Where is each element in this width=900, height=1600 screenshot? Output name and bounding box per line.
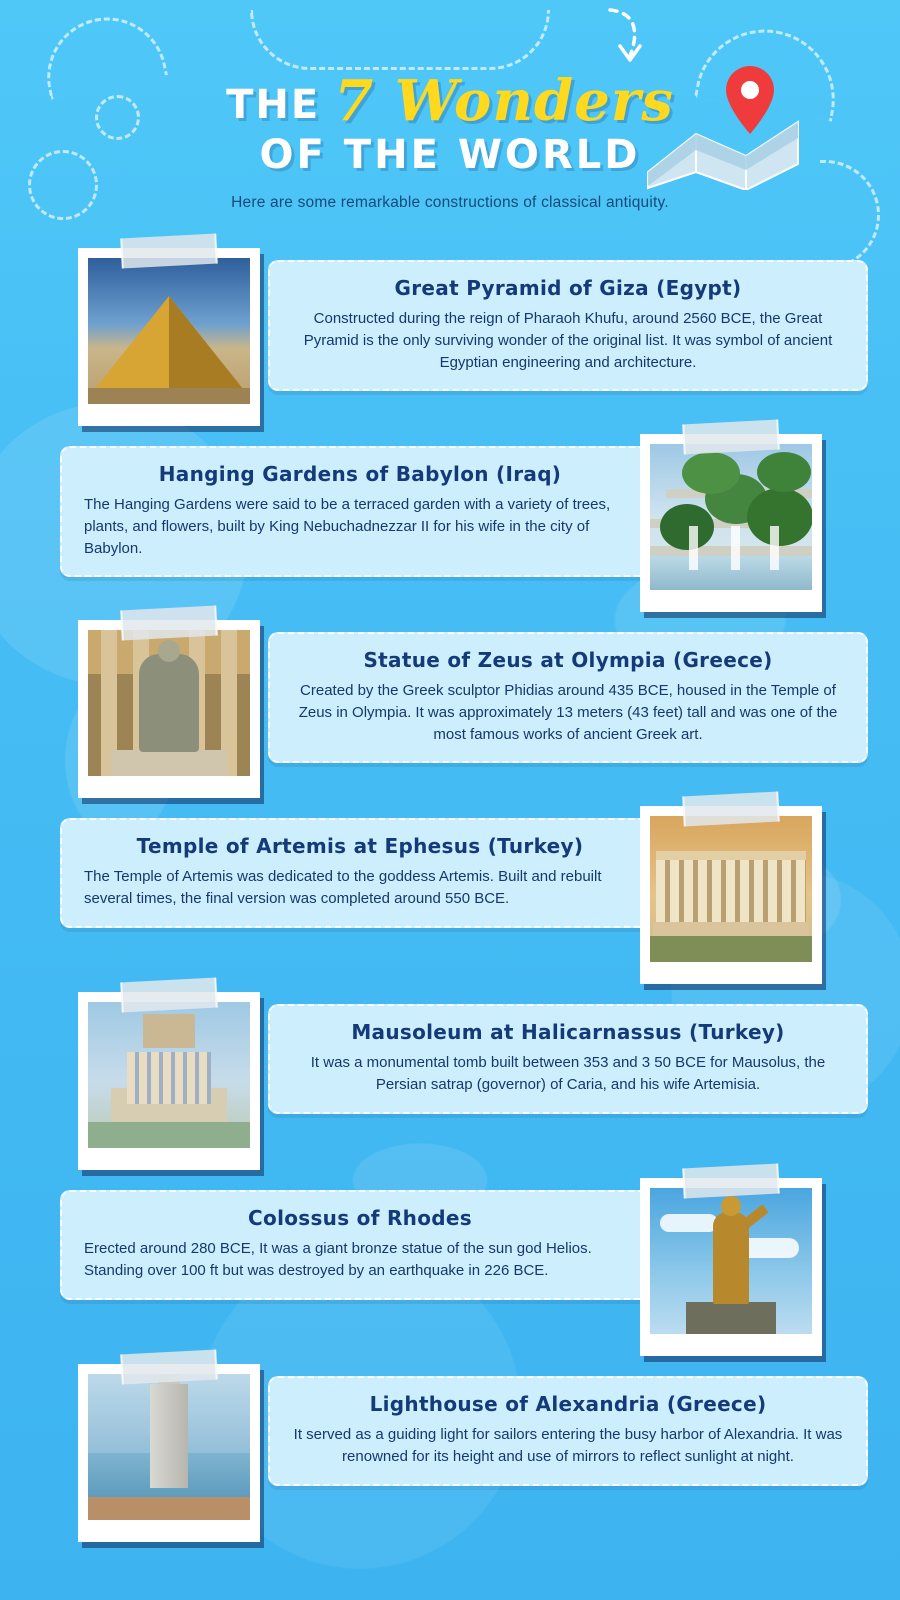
tape-strip bbox=[682, 420, 779, 455]
wonder-description: It served as a guiding light for sailors entering the busy harbor of Alexandria. It was renowned for its height and use of mirrors to reflect sunlight at night. bbox=[293, 1426, 843, 1465]
wonder-description: Constructed during the reign of Pharaoh Khufu, around 2560 BCE, the Great Pyramid is the only surviving wonder of the original list. It was symbol of ancient Egyptian engineering and architecture. bbox=[303, 310, 833, 371]
wonder-card bbox=[60, 446, 660, 577]
photo-lighthouse-of-alexandria bbox=[78, 1364, 260, 1542]
wonder-card bbox=[60, 1190, 660, 1300]
wonder-description: Erected around 280 BCE, It was a giant bronze statue of the sun god Helios. Standing over 100 ft but was destroyed by an earthquake in 226 BCE. bbox=[84, 1240, 592, 1279]
list-item bbox=[0, 992, 900, 1178]
page-subtitle: Here are some remarkable constructions of classical antiquity. bbox=[231, 194, 669, 211]
photo-great-pyramid-of-giza bbox=[78, 248, 260, 426]
list-item bbox=[0, 620, 900, 806]
list-item bbox=[0, 1178, 900, 1364]
wonder-description: The Temple of Artemis was dedicated to the goddess Artemis. Built and rebuilt several times, the final version was completed around 550 BCE. bbox=[84, 868, 602, 907]
wonders-list bbox=[0, 248, 900, 1550]
wonder-title: Mausoleum at Halicarnassus (Turkey) bbox=[351, 1020, 785, 1044]
wonder-title: Lighthouse of Alexandria (Greece) bbox=[369, 1392, 767, 1416]
wonder-title: Statue of Zeus at Olympia (Greece) bbox=[363, 648, 773, 672]
tape-strip bbox=[120, 606, 217, 641]
photo-hanging-gardens-of-babylon bbox=[640, 434, 822, 612]
wonder-title: Hanging Gardens of Babylon (Iraq) bbox=[158, 462, 562, 486]
tape-strip bbox=[120, 978, 217, 1013]
list-item bbox=[0, 1364, 900, 1550]
photo-colossus-of-rhodes bbox=[640, 1178, 822, 1356]
list-item bbox=[0, 806, 900, 992]
tape-strip bbox=[682, 1164, 779, 1199]
title-the: THE bbox=[226, 82, 321, 128]
list-item bbox=[0, 434, 900, 620]
tape-strip bbox=[120, 1350, 217, 1385]
photo-statue-of-zeus-at-olympia bbox=[78, 620, 260, 798]
page-header bbox=[0, 0, 900, 212]
wonder-card bbox=[60, 818, 660, 928]
wonder-card bbox=[268, 632, 868, 763]
tape-strip bbox=[682, 792, 779, 827]
wonder-description: Created by the Greek sculptor Phidias around 435 BCE, housed in the Temple of Zeus in Olympia. It was approximately 13 meters (43 feet) tall and was one of the most famous works of ancient Greek art. bbox=[298, 682, 838, 743]
title-of-the-world: OF THE WORLD bbox=[259, 132, 641, 178]
wonder-description: It was a monumental tomb built between 353 and 3 50 BCE for Mausolus, the Persian satrap (governor) of Caria, and his wife Artemisia. bbox=[310, 1054, 826, 1093]
wonder-title: Temple of Artemis at Ephesus (Turkey) bbox=[136, 834, 584, 858]
photo-temple-of-artemis-at-ephesus bbox=[640, 806, 822, 984]
list-item bbox=[0, 248, 900, 434]
tape-strip bbox=[120, 234, 217, 269]
photo-mausoleum-at-halicarnassus bbox=[78, 992, 260, 1170]
wonder-card bbox=[268, 260, 868, 391]
wonder-card bbox=[268, 1004, 868, 1114]
wonder-title: Great Pyramid of Giza (Egypt) bbox=[394, 276, 742, 300]
wonder-title: Colossus of Rhodes bbox=[248, 1206, 472, 1230]
map-pin-icon bbox=[638, 60, 808, 190]
title-seven-wonders: 7 Wonders bbox=[334, 68, 674, 134]
wonder-card bbox=[268, 1376, 868, 1486]
wonder-description: The Hanging Gardens were said to be a terraced garden with a variety of trees, plants, and flowers, built by King Nebuchadnezzar II for his wife in the city of Babylon. bbox=[84, 496, 611, 557]
